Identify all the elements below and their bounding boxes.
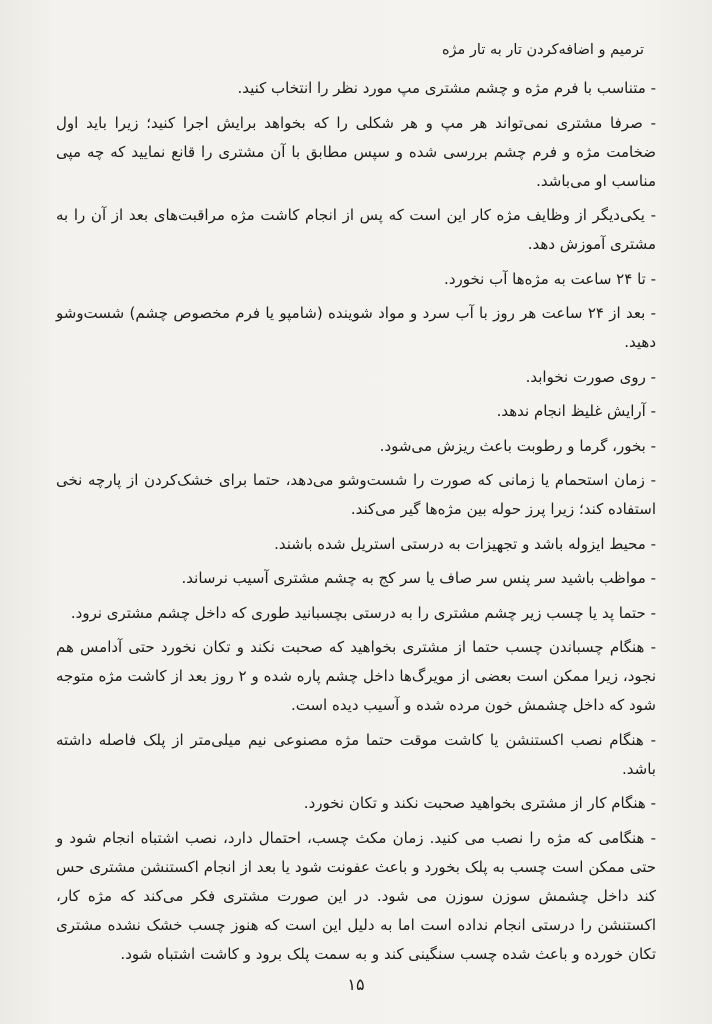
paragraph: - هنگام کار از مشتری بخواهید صحبت نکند و تکان نخورد. [303, 794, 656, 812]
paragraph: - هنگامی که مژه را نصب می کنید. زمان مکث چسب، احتمال دارد، نصب اشتباه انجام شود و حتی ممکن است چسب به پلک بخورد و باعث عفونت شود یا بعد از انجام اکستنشن مشتری حس کند داخل چشمش سوزن سوزن می شود. در این صورت مشتری فکر می‌کند که مژه کار، اکستنشن را درستی انجام نداده است اما به دلیل این است که هنوز چسب خشک نشده مشتری تکان خورده و باعث شده چسب سنگینی کند و به سمت پلک برود و کاشت اشتباه شود. [56, 828, 656, 963]
paragraph: - متناسب با فرم مژه و چشم مشتری مپ مورد نظر را انتخاب کنید. [237, 79, 656, 97]
paragraph: - هنگام چسباندن چسب حتما از مشتری بخواهید که صحبت نکند و تکان نخورد حتی آدامس هم نجود، زیرا ممکن است بعضی از مویرگ‌ها داخل چشم پاره شده و ۲ روز بعد از کاشت مژه متوجه شود که داخل چشمش خون مرده شده و آسیب دیده است. [56, 638, 656, 714]
paragraph: - مواظب باشید سر پنس سر صاف یا سر کج به چشم مشتری آسیب نرساند. [181, 569, 656, 587]
page-body [56, 74, 656, 974]
paragraph: - صرفا مشتری نمی‌تواند هر مپ و هر شکلی را که بخواهد برایش اجرا کنید؛ زیرا باید اول ضخامت مژه و فرم چشم بررسی شده و سپس مطابق با آن مشتری را قانع نمایید که چه مپی مناسب او می‌باشد. [56, 113, 656, 190]
paragraph: - بخور، گرما و رطوبت باعث ریزش می‌شود. [379, 436, 656, 455]
paragraph: - زمان استحمام یا زمانی که صورت را شست‌وشو می‌دهد، حتما برای خشک‌کردن از پارچه نخی استفاده کند؛ زیرا پرز حوله بین مژه‌ها گیر می‌کند. [56, 471, 656, 518]
running-header: ترمیم و اضافه‌کردن تار به تار مژه [441, 42, 644, 58]
paragraph: - آرایش غلیظ انجام ندهد. [496, 402, 656, 420]
paragraph: - تا ۲۴ ساعت به مژه‌ها آب نخورد. [444, 269, 656, 288]
paragraph: - هنگام نصب اکستنشن یا کاشت موقت حتما مژه مصنوعی نیم میلی‌متر از پلک فاصله داشته باشد. [56, 730, 656, 778]
paragraph: - یکی‌دیگر از وظایف مژه کار این است که پس از انجام کاشت مژه مراقبت‌های بعد از آن را به مشتری آموزش دهد. [56, 206, 656, 253]
paragraph: - روی صورت نخوابد. [525, 367, 656, 386]
paragraph: - محیط ایزوله باشد و تجهیزات به درستی استریل شده باشند. [274, 534, 656, 553]
paragraph: - بعد از ۲۴ ساعت هر روز با آب سرد و مواد شوینده (شامپو یا فرم مخصوص چشم) شست‌وشو دهید. [56, 304, 656, 351]
page-number: ۱۵ [347, 975, 365, 994]
paragraph: - حتما پد یا چسب زیر چشم مشتری را به درستی بچسبانید طوری که داخل چشم مشتری نرود. [70, 603, 656, 622]
